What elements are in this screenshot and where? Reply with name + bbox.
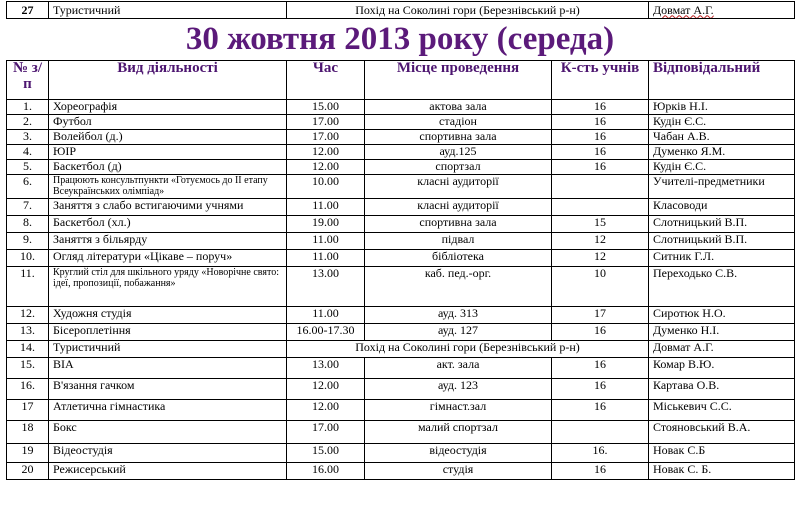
responsible-cell: Комар В.Ю.: [649, 358, 795, 379]
table-row: [7, 463, 795, 480]
responsible-cell: Новак С. Б.: [649, 463, 795, 480]
place-cell: акт. зала: [365, 358, 552, 379]
row-number: 12.: [7, 307, 49, 324]
time-cell: 12.00: [287, 145, 365, 160]
place-cell: відеостудія: [365, 444, 552, 463]
time-cell: 12.00: [287, 160, 365, 175]
table-row: [7, 400, 795, 421]
row-number: 11.: [7, 267, 49, 307]
activity-cell: Баскетбол (д): [49, 160, 287, 175]
header-activity: Вид діяльності: [49, 61, 287, 100]
time-cell: 13.00: [287, 267, 365, 307]
responsible-cell: Кудін Є.С.: [649, 160, 795, 175]
row-number: 2.: [7, 115, 49, 130]
table-row: [7, 379, 795, 400]
time-cell: 11.00: [287, 307, 365, 324]
place-cell: гімнаст.зал: [365, 400, 552, 421]
count-cell: [552, 175, 649, 199]
activity-cell: Атлетична гімнастика: [49, 400, 287, 421]
activity-cell: Бокс: [49, 421, 287, 444]
header-num: № з/п: [7, 61, 49, 100]
row-number: 3.: [7, 130, 49, 145]
row-number: 19: [7, 444, 49, 463]
time-cell: 12.00: [287, 379, 365, 400]
count-cell: 16: [552, 400, 649, 421]
activity-cell: Режисерський: [49, 463, 287, 480]
responsible-cell: Картава О.В.: [649, 379, 795, 400]
count-cell: 16: [552, 379, 649, 400]
place-cell: ауд.125: [365, 145, 552, 160]
time-cell: 11.00: [287, 233, 365, 250]
table-row: [7, 100, 795, 115]
table-row: [7, 199, 795, 216]
table-row: [7, 267, 795, 307]
responsible-cell: Переходько С.В.: [649, 267, 795, 307]
row-number: 27: [7, 2, 49, 19]
row-number: 18: [7, 421, 49, 444]
activity-cell: ВІА: [49, 358, 287, 379]
time-cell: 12.00: [287, 400, 365, 421]
responsible-cell: Довмат А.Г.: [649, 341, 795, 358]
header-responsible: Відповідальний: [649, 61, 795, 100]
activity-cell: Художня студія: [49, 307, 287, 324]
responsible-cell: Кудін Є.С.: [649, 115, 795, 130]
count-cell: 16.: [552, 444, 649, 463]
count-cell: 16: [552, 145, 649, 160]
count-cell: [552, 421, 649, 444]
place-cell: спортивна зала: [365, 130, 552, 145]
schedule-table: [6, 60, 795, 480]
row-number: 1.: [7, 100, 49, 115]
place-cell: малий спортзал: [365, 421, 552, 444]
count-cell: 16: [552, 115, 649, 130]
row-number: 20: [7, 463, 49, 480]
activity-cell: Круглий стіл для шкільного уряду «Новорічне свято: ідеї, пропозиції, побажання»: [49, 267, 287, 307]
place-cell: актова зала: [365, 100, 552, 115]
table-row: [7, 444, 795, 463]
row-number: 8.: [7, 216, 49, 233]
table-row: [7, 250, 795, 267]
responsible-cell: Слотницький В.П.: [649, 216, 795, 233]
time-cell: 11.00: [287, 250, 365, 267]
row-number: 6.: [7, 175, 49, 199]
responsible-cell: Довмат А.Г.: [649, 2, 795, 19]
count-cell: 17: [552, 307, 649, 324]
place-cell: каб. пед.-орг.: [365, 267, 552, 307]
place-cell: класні аудиторії: [365, 175, 552, 199]
responsible-cell: Стояновський В.А.: [649, 421, 795, 444]
place-cell: ауд. 313: [365, 307, 552, 324]
event-cell: Похід на Соколині гори (Березнівський р-н): [287, 341, 649, 358]
previous-day-last-row: [6, 1, 795, 19]
activity-cell: Туристичний: [49, 341, 287, 358]
activity-cell: Баскетбол (хл.): [49, 216, 287, 233]
activity-cell: Заняття з більярду: [49, 233, 287, 250]
activity-cell: Огляд літератури «Цікаве – поруч»: [49, 250, 287, 267]
row-number: 14.: [7, 341, 49, 358]
activity-cell: ЮІР: [49, 145, 287, 160]
count-cell: 12: [552, 233, 649, 250]
activity-cell: Бісероплетіння: [49, 324, 287, 341]
responsible-cell: Думенко Н.І.: [649, 324, 795, 341]
table-row: [7, 175, 795, 199]
row-number: 4.: [7, 145, 49, 160]
place-cell: підвал: [365, 233, 552, 250]
count-cell: 15: [552, 216, 649, 233]
row-number: 13.: [7, 324, 49, 341]
responsible-cell: Новак С.Б: [649, 444, 795, 463]
activity-cell: Заняття з слабо встигаючими учнями: [49, 199, 287, 216]
place-cell: ауд. 123: [365, 379, 552, 400]
responsible-cell: Ситник Г.Л.: [649, 250, 795, 267]
event-cell: Похід на Соколині гори (Березнівський р-н): [287, 2, 649, 19]
table-row: [7, 160, 795, 175]
place-cell: спортзал: [365, 160, 552, 175]
time-cell: 15.00: [287, 100, 365, 115]
place-cell: спортивна зала: [365, 216, 552, 233]
table-row: [7, 324, 795, 341]
table-header-row: [7, 61, 795, 100]
time-cell: 19.00: [287, 216, 365, 233]
activity-cell: Відеостудія: [49, 444, 287, 463]
responsible-cell: Юрків Н.І.: [649, 100, 795, 115]
time-cell: 17.00: [287, 115, 365, 130]
responsible-cell: Учителі-предметники: [649, 175, 795, 199]
activity-cell: Футбол: [49, 115, 287, 130]
count-cell: 10: [552, 267, 649, 307]
time-cell: 16.00: [287, 463, 365, 480]
count-cell: 16: [552, 100, 649, 115]
responsible-cell: Слотницький В.П.: [649, 233, 795, 250]
activity-cell: Туристичний: [49, 2, 287, 19]
count-cell: 16: [552, 160, 649, 175]
count-cell: 16: [552, 324, 649, 341]
time-cell: 16.00-17.30: [287, 324, 365, 341]
responsible-cell: Чабан А.В.: [649, 130, 795, 145]
count-cell: 16: [552, 463, 649, 480]
table-row: [7, 130, 795, 145]
header-time: Час: [287, 61, 365, 100]
table-row: [7, 341, 795, 358]
row-number: 15.: [7, 358, 49, 379]
time-cell: 17.00: [287, 130, 365, 145]
row-number: 9.: [7, 233, 49, 250]
activity-cell: В'язання гачком: [49, 379, 287, 400]
table-row: [7, 358, 795, 379]
row-number: 5.: [7, 160, 49, 175]
count-cell: 16: [552, 358, 649, 379]
time-cell: 15.00: [287, 444, 365, 463]
time-cell: 11.00: [287, 199, 365, 216]
table-row: [7, 233, 795, 250]
row-number: 7.: [7, 199, 49, 216]
count-cell: [552, 199, 649, 216]
place-cell: студія: [365, 463, 552, 480]
row-number: 17: [7, 400, 49, 421]
table-row: [7, 115, 795, 130]
table-row: [7, 307, 795, 324]
table-row: [7, 2, 795, 19]
activity-cell: Хореографія: [49, 100, 287, 115]
header-place: Місце проведення: [365, 61, 552, 100]
place-cell: ауд. 127: [365, 324, 552, 341]
activity-cell: Волейбол (д.): [49, 130, 287, 145]
responsible-cell: Міськевич С.С.: [649, 400, 795, 421]
place-cell: стадіон: [365, 115, 552, 130]
place-cell: класні аудиторії: [365, 199, 552, 216]
header-count: К-сть учнів: [552, 61, 649, 100]
page-title: 30 жовтня 2013 року (середа): [185, 21, 615, 57]
time-cell: 17.00: [287, 421, 365, 444]
row-number: 16.: [7, 379, 49, 400]
table-row: [7, 145, 795, 160]
place-cell: бібліотека: [365, 250, 552, 267]
responsible-cell: Сиротюк Н.О.: [649, 307, 795, 324]
time-cell: 13.00: [287, 358, 365, 379]
table-row: [7, 216, 795, 233]
responsible-cell: Думенко Я.М.: [649, 145, 795, 160]
table-row: [7, 421, 795, 444]
responsible-cell: Класоводи: [649, 199, 795, 216]
row-number: 10.: [7, 250, 49, 267]
count-cell: 16: [552, 130, 649, 145]
count-cell: 12: [552, 250, 649, 267]
time-cell: 10.00: [287, 175, 365, 199]
activity-cell: Працюють консультпункти «Готуємось до ІІ етапу Всеукраїнських олімпіад»: [49, 175, 287, 199]
